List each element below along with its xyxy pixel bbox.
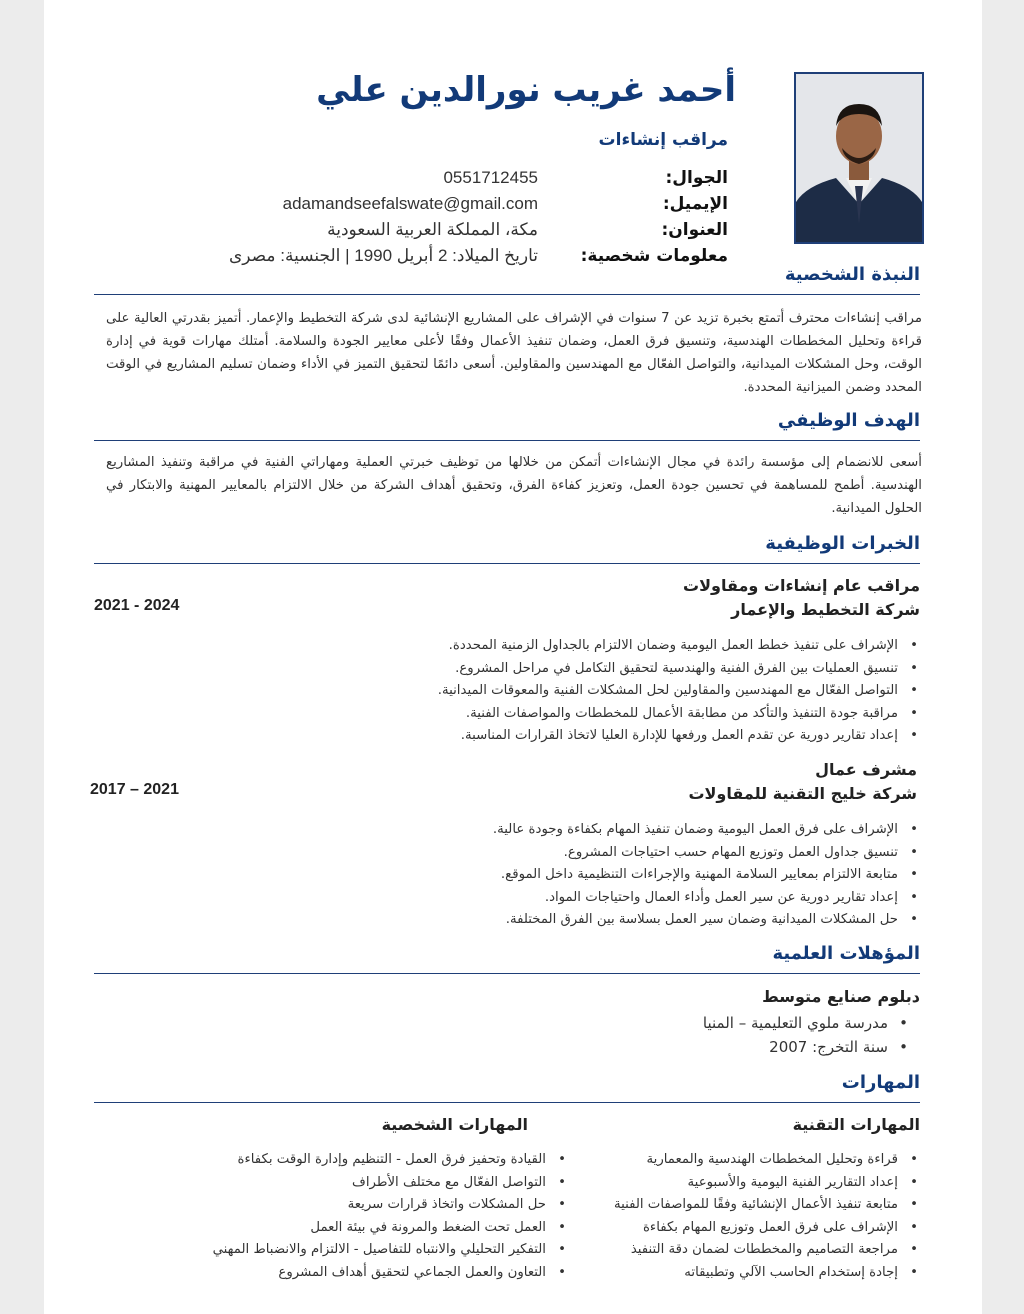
list-item: • تنسيق العمليات بين الفرق الفنية والهندسية لتحقيق التكامل في مراحل المشروع. (438, 658, 920, 681)
list-item: • التعاون والعمل الجماعي لتحقيق أهداف المشروع (213, 1262, 568, 1285)
objective-text: أسعى للانضمام إلى مؤسسة رائدة في مجال الإنشاءات أتمكن من خلالها من توظيف خبرتي العملية ومهاراتي الفنية في مراقبة وتنفيذ المشاريع الهندسية. أطمح للمساهمة في تحسين جودة العمل، وتعزيز كفاءة الفرق، وتحقيق أهداف الشركة من خلال الالتزام بالمعايير المهنية والابتكار في الحلول الميدانية. (106, 455, 922, 516)
personal-info-label: معلومات شخصية: (580, 246, 728, 266)
job-2-role: مشرف عمال (815, 760, 917, 779)
list-item: • سنة التخرج: 2007 (703, 1035, 910, 1059)
job-2-company: شركة خليج التقنية للمقاولات (688, 784, 917, 803)
list-item: • مدرسة ملوي التعليمية – المنيا (703, 1011, 910, 1035)
job-2-duties (493, 819, 920, 932)
list-item: • مراجعة التصاميم والمخططات لضمان دقة التنفيذ (614, 1239, 920, 1262)
contact-row-phone (224, 168, 728, 194)
skills-heading: المهارات (841, 1072, 920, 1093)
list-item: • إعداد تقارير دورية عن تقدم العمل ورفعها للإدارة العليا لاتخاذ القرارات المناسبة. (438, 725, 920, 748)
list-item: • التواصل الفعّال مع المهندسين والمقاولين لحل المشكلات الفنية والمعوقات الميدانية. (438, 680, 920, 703)
contact-row-email (224, 194, 728, 220)
job-1-role: مراقب عام إنشاءات ومقاولات (683, 576, 920, 595)
list-item: • القيادة وتحفيز فرق العمل - التنظيم وإدارة الوقت بكفاءة (213, 1149, 568, 1172)
candidate-name: أحمد غريب نورالدين علي (316, 70, 736, 110)
contact-row-personal (224, 246, 728, 272)
job-1-duties (438, 635, 920, 748)
list-item: • إعداد تقارير دورية عن سير العمل وأداء العمال واحتياجات المواد. (493, 887, 920, 910)
education-details (703, 1011, 910, 1059)
list-item: • العمل تحت الضغط والمرونة في بيئة العمل (213, 1217, 568, 1240)
list-item: • التفكير التحليلي والانتباه للتفاصيل - الالتزام والانضباط المهني (213, 1239, 568, 1262)
section-divider (94, 1102, 920, 1103)
job-title-headline: مراقب إنشاءات (598, 130, 728, 150)
list-item: • الإشراف على تنفيذ خطط العمل اليومية وضمان الالتزام بالجداول الزمنية المحددة. (438, 635, 920, 658)
list-item: • التواصل الفعّال مع مختلف الأطراف (213, 1172, 568, 1195)
degree-title: دبلوم صنايع متوسط (762, 987, 920, 1006)
list-item: • حل المشكلات واتخاذ قرارات سريعة (213, 1194, 568, 1217)
address-value: مكة، المملكة العربية السعودية (327, 220, 538, 239)
list-item: • تنسيق جداول العمل وتوزيع المهام حسب احتياجات المشروع. (493, 842, 920, 865)
list-item: • مراقبة جودة التنفيذ والتأكد من مطابقة الأعمال للمخططات والمواصفات الفنية. (438, 703, 920, 726)
objective-heading: الهدف الوظيفي (777, 410, 920, 431)
list-item: • إجادة إستخدام الحاسب الآلي وتطبيقاته (614, 1262, 920, 1285)
email-value: adamandseefalswate@gmail.com (282, 194, 538, 213)
summary-heading: النبذة الشخصية (784, 264, 920, 285)
list-item: • قراءة وتحليل المخططات الهندسية والمعمارية (614, 1149, 920, 1172)
phone-value: 0551712455 (443, 168, 538, 187)
list-item: • متابعة تنفيذ الأعمال الإنشائية وفقًا للمواصفات الفنية (614, 1194, 920, 1217)
education-heading: المؤهلات العلمية (772, 943, 920, 964)
list-item: • الإشراف على فرق العمل اليومية وضمان تنفيذ المهام بكفاءة وجودة عالية. (493, 819, 920, 842)
list-item: • متابعة الالتزام بمعايير السلامة المهنية والإجراءات التنظيمية داخل الموقع. (493, 864, 920, 887)
personal-skills-title: المهارات الشخصية (381, 1115, 528, 1134)
email-label: الإيميل: (662, 194, 728, 214)
technical-skills-list (614, 1149, 920, 1284)
summary-text: مراقب إنشاءات محترف أتمتع بخبرة تزيد عن 7 سنوات في الإشراف على المشاريع الإنشائية لدى شركة التخطيط والإعمار. أتميز بقدرتي العالية على قراءة وتحليل المخططات الهندسية، وتنسيق فرق العمل، وضمان تنفيذ الأعمال وفقًا لأعلى معايير الجودة والسلامة. أمتلك مهارات قوية في إدارة الوقت، وحل المشكلات الميدانية، والتواصل الفعّال مع المهندسين والمقاولين. أسعى دائمًا لتحقيق التميز في الأداء وضمان تسليم المشاريع في الوقت المحدد وضمن الميزانية المحددة. (106, 311, 922, 395)
phone-label: الجوال: (665, 168, 728, 188)
resume-page (44, 0, 982, 1314)
section-divider (94, 294, 920, 295)
job-2-dates: 2017 – 2021 (90, 781, 179, 798)
job-1-company: شركة التخطيط والإعمار (731, 600, 920, 619)
technical-skills-title: المهارات التقنية (792, 1115, 920, 1134)
list-item: • الإشراف على فرق العمل وتوزيع المهام بكفاءة (614, 1217, 920, 1240)
section-divider (94, 973, 920, 974)
job-1-dates: 2021 - 2024 (94, 597, 180, 614)
list-item: • إعداد التقارير الفنية اليومية والأسبوعية (614, 1172, 920, 1195)
list-item: • حل المشكلات الميدانية وضمان سير العمل بسلاسة بين الفرق المختلفة. (493, 909, 920, 932)
personal-info-value: تاريخ الميلاد: 2 أبريل 1990 | الجنسية: مصرى (228, 246, 538, 265)
profile-photo (794, 72, 924, 244)
contact-row-address (224, 220, 728, 246)
personal-skills-list (213, 1149, 568, 1284)
section-divider (94, 563, 920, 564)
address-label: العنوان: (661, 220, 728, 240)
experience-heading: الخبرات الوظيفية (765, 533, 920, 554)
section-divider (94, 440, 920, 441)
person-silhouette-icon (796, 74, 922, 242)
